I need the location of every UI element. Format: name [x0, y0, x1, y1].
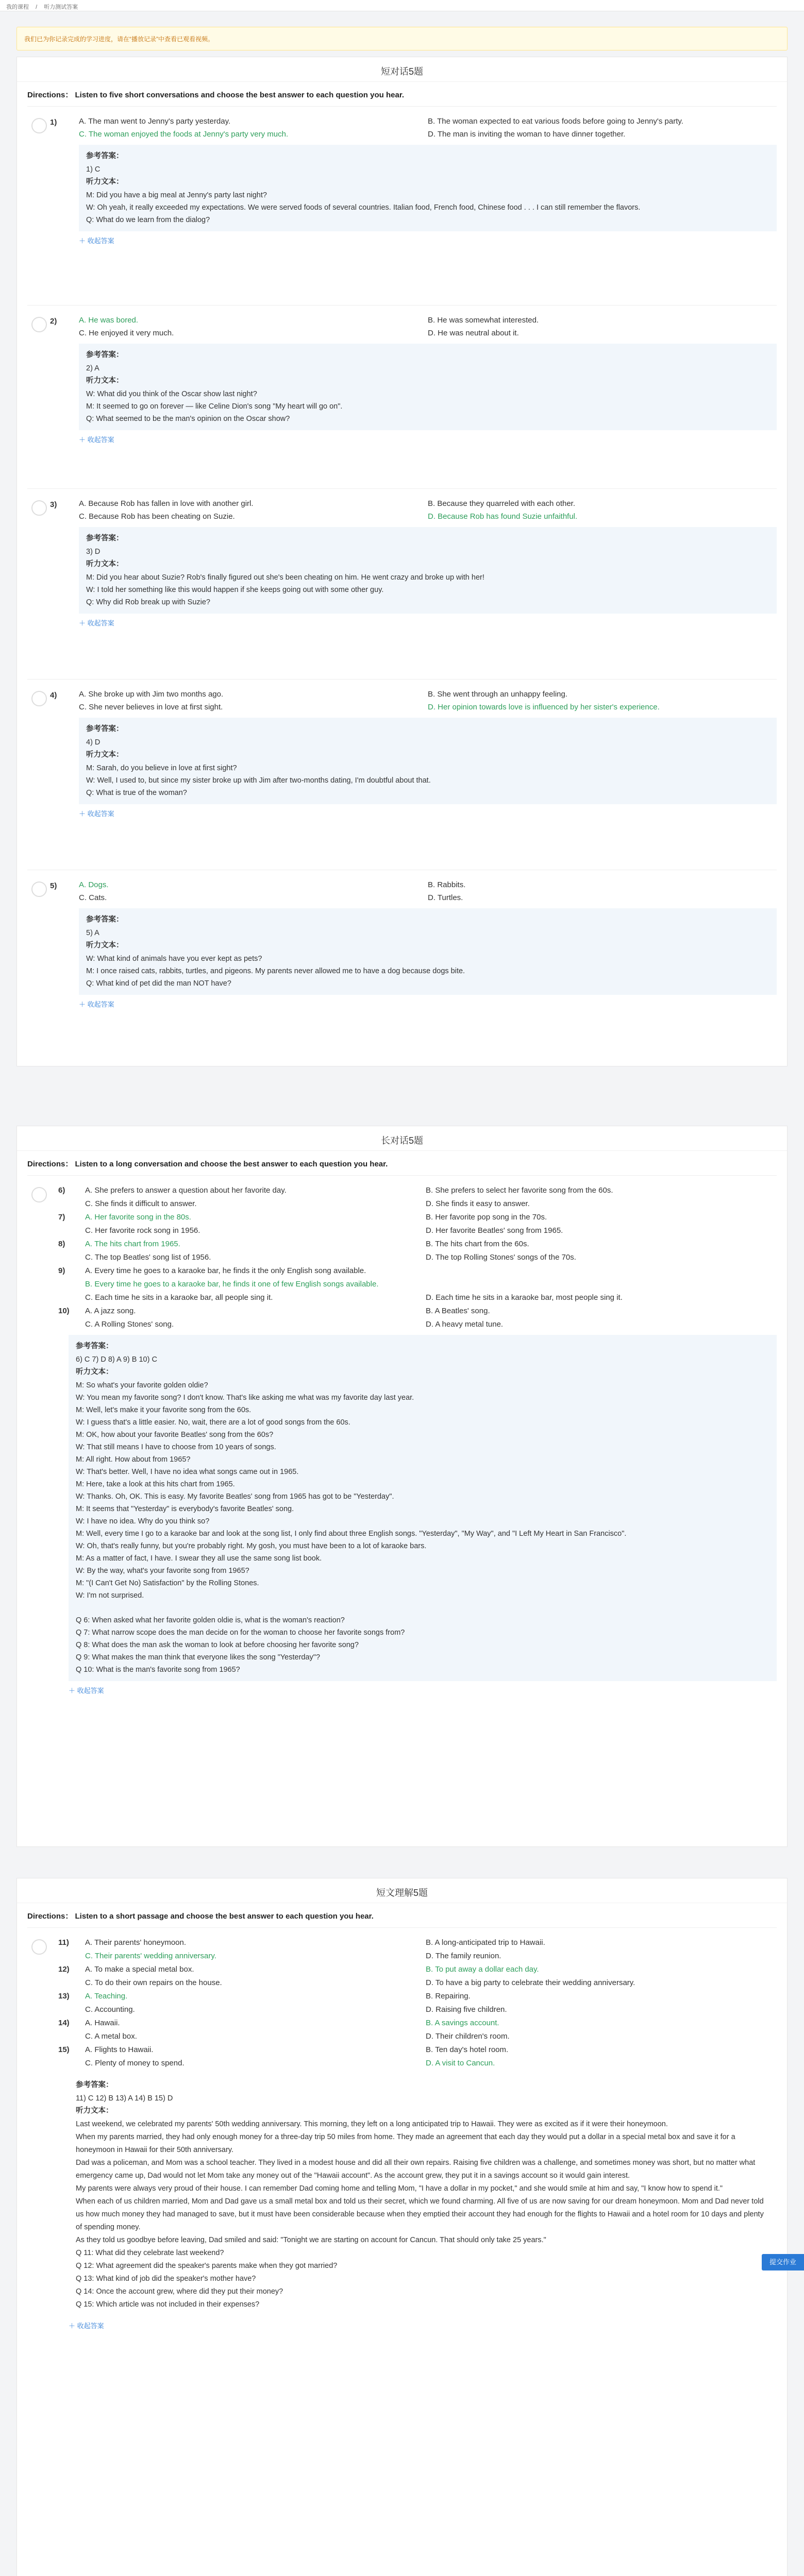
option-c[interactable]: C. Because Rob has been cheating on Suzie. [79, 512, 235, 521]
option-left[interactable]: A. Teaching. [85, 1992, 128, 2001]
option-b[interactable]: B. Because they quarreled with each other. [428, 499, 576, 508]
option-d[interactable]: D. The man is inviting the woman to have dinner together. [428, 130, 626, 139]
question-number: 6) [58, 1186, 65, 1195]
question-number [58, 2032, 85, 2041]
transcript-line: M: Did you have a big meal at Jenny's party last night? [86, 191, 267, 199]
option-b[interactable]: B. Rabbits. [428, 880, 466, 889]
transcript-line: W: I guess that's a little easier. No, wait, there are a lot of good songs from the 60s. [76, 1418, 350, 1427]
question-number [58, 1226, 85, 1235]
option-right[interactable]: D. A visit to Cancun. [426, 2059, 495, 2067]
option-left[interactable]: C. Each time he sits in a karaoke bar, all people sing it. [85, 1293, 273, 1302]
transcript-line: M: Did you hear about Suzie? Rob's finally figured out she's been cheating on him. He went crazy and broke up with her! [86, 573, 484, 582]
question-number [58, 1199, 85, 1208]
option-right[interactable]: D. The family reunion. [426, 1952, 501, 1960]
section-title: 短文理解5题 [17, 1878, 787, 1903]
collapse-answer-link[interactable]: ＋ 收起答案 [79, 810, 114, 818]
option-right[interactable]: B. Repairing. [426, 1992, 471, 2001]
option-c[interactable]: C. He enjoyed it very much. [79, 329, 174, 337]
answer-panel [79, 908, 777, 995]
transcript-paragraph: As they told us goodbye before leaving, Dad smiled and said: "Tonight we are starting on account for Cancun. That should only take 25 years." [76, 2236, 546, 2244]
question-number: 2) [50, 317, 57, 326]
option-right[interactable]: B. A savings account. [426, 2019, 499, 2027]
answer-panel [79, 718, 777, 804]
question-number: 12) [58, 1965, 70, 1974]
option-c[interactable]: C. Cats. [79, 893, 107, 902]
transcript-line: M: Sarah, do you believe in love at first sight? [86, 764, 237, 772]
transcript-paragraph: When each of us children married, Mom and Dad gave us a small metal box and told us their secret, which we found charming. All five of us are now saving for our dream honeymoon. Mom and Dad never told us how much money they had managed to save, but it must have been considerable because when they emptied their account they had enough for the flights to Hawaii and a hotel room for 10 days and plenty of spending money. [76, 2197, 764, 2231]
collapse-answer-link[interactable]: ＋ 收起答案 [79, 1001, 114, 1008]
transcript-line: Q: What seemed to be the man's opinion on the Oscar show? [86, 415, 290, 423]
option-right[interactable]: D. Their children's room. [426, 2032, 510, 2041]
question-number [58, 1253, 85, 1262]
transcript-line: W: I told her something like this would happen if she keeps going out with some other guy. [86, 586, 384, 594]
answer-value: 4) D [86, 738, 100, 747]
transcript-line: M: OK, how about your favorite Beatles' song from the 60s? [76, 1431, 274, 1439]
breadcrumb [0, 0, 804, 11]
answer-heading: 参考答案： [86, 351, 124, 359]
transcript-line: W: By the way, what's your favorite song from 1965? [76, 1567, 249, 1575]
question-group [27, 1175, 777, 1703]
option-a[interactable]: A. Dogs. [79, 880, 109, 889]
transcript-line: M: Here, take a look at this hits chart from 1965. [76, 1480, 235, 1488]
option-left[interactable]: A. Her favorite song in the 80s. [85, 1213, 191, 1222]
question-3 [27, 488, 777, 679]
transcript-line: W: Oh, that's really funny, but you're probably right. My gosh, you must have been to a lot of karaoke bars. [76, 1542, 427, 1550]
option-left[interactable]: C. Her favorite rock song in 1956. [85, 1226, 200, 1235]
transcript-paragraph: Dad was a policeman, and Mom was a school teacher. They lived in a modest house and did all their own repairs. Raising five children was a challenge, and sometimes money was short, but no matter what emergency came up, Dad would not let Mom take any money out of the "Hawaii account". As the account grew, they put it in a savings account so it would gain interest. [76, 2159, 756, 2180]
option-left[interactable]: A. A jazz song. [85, 1307, 136, 1315]
option-left[interactable]: A. The hits chart from 1965. [85, 1240, 180, 1248]
answer-heading: 参考答案： [86, 916, 124, 924]
answer-panel [69, 1335, 777, 1681]
answer-heading: 参考答案： [76, 1342, 113, 1350]
option-right[interactable]: B. A long-anticipated trip to Hawaii. [426, 1938, 545, 1947]
collapse-answer-link[interactable]: ＋ 收起答案 [79, 619, 114, 627]
question-number: 4) [50, 691, 57, 700]
question-number: 10) [58, 1307, 70, 1315]
option-right[interactable]: B. She prefers to select her favorite song from the 60s. [426, 1186, 613, 1195]
option-left[interactable]: C. Plenty of money to spend. [85, 2059, 185, 2067]
question-number [58, 1952, 85, 1960]
option-d[interactable]: D. Her opinion towards love is influenced by her sister's experience. [428, 703, 660, 711]
question-number: 14) [58, 2019, 70, 2027]
option-b[interactable]: B. He was somewhat interested. [428, 316, 539, 325]
transcript-line: M: It seems that "Yesterday" is everybody's favorite Beatles' song. [76, 1505, 294, 1513]
transcript-line: W: That's better. Well, I have no idea what songs came out in 1965. [76, 1468, 299, 1476]
question-number: 7) [58, 1213, 65, 1222]
answer-panel [79, 527, 777, 614]
answer-heading: 参考答案： [86, 725, 124, 733]
transcript-heading: 听力文本： [86, 178, 124, 186]
transcript-heading: 听力文本： [86, 560, 124, 568]
question-number: 9) [58, 1266, 65, 1275]
option-c[interactable]: C. She never believes in love at first sight. [79, 703, 223, 711]
answer-value: 6) C 7) D 8) A 9) B 10) C [76, 1355, 157, 1364]
answer-panel [69, 2074, 777, 2316]
question-number [58, 2059, 85, 2067]
transcript-line: Q 7: What narrow scope does the man decide on for the woman to choose her favorite songs from? [76, 1629, 405, 1637]
collapse-answer-link[interactable]: ＋ 收起答案 [69, 1687, 104, 1694]
question-number: 15) [58, 2045, 70, 2054]
transcript-line: W: You mean my favorite song? I don't know. That's like asking me what was my favorite day last year. [76, 1394, 414, 1402]
question-number [58, 1293, 85, 1302]
option-c[interactable]: C. The woman enjoyed the foods at Jenny's party very much. [79, 130, 289, 139]
question-status-icon [31, 118, 47, 133]
question-status-icon [31, 882, 47, 897]
transcript-line: Q 10: What is the man's favorite song from 1965? [76, 1666, 240, 1674]
question-number [58, 1320, 85, 1329]
option-a[interactable]: A. Because Rob has fallen in love with another girl. [79, 499, 254, 508]
notice-banner [16, 27, 788, 50]
transcript-heading: 听力文本： [76, 2107, 113, 2115]
question-number: 11) [58, 1938, 69, 1947]
option-left[interactable]: C. To do their own repairs on the house. [85, 1978, 222, 1987]
transcript-paragraph: Q 11: What did they celebrate last weekend? Q 12: What agreement did the speaker's parents make when they got married? Q 13: What kind of job did the speaker's mother have? Q 14: Once the account grew, where did they put their money? Q 15: Which article was not included in their expenses? [76, 2249, 338, 2309]
transcript-line: W: Well, I used to, but since my sister broke up with Jim after two-months dating, I'm doubtful about that. [86, 776, 431, 785]
answer-value: 5) A [86, 929, 99, 937]
option-a[interactable]: A. The man went to Jenny's party yesterday. [79, 117, 231, 126]
answer-value: 2) A [86, 364, 99, 372]
option-left[interactable]: B. Every time he goes to a karaoke bar, he finds it one of few English songs available. [85, 1280, 379, 1289]
option-a[interactable]: A. He was bored. [79, 316, 139, 325]
options-grid [38, 1186, 777, 1329]
transcript-heading: 听力文本： [86, 751, 124, 759]
transcript-line: M: So what's your favorite golden oldie? [76, 1381, 208, 1389]
transcript-heading: 听力文本： [76, 1368, 113, 1376]
transcript-heading: 听力文本： [86, 941, 124, 950]
section-directions: Directions： Listen to a long conversation and choose the best answer to each question you hear. [27, 1160, 388, 1168]
answer-heading: 参考答案： [76, 2081, 113, 2089]
transcript-line: M: All right. How about from 1965? [76, 1455, 191, 1464]
transcript-line: W: What kind of animals have you ever kept as pets? [86, 955, 262, 963]
transcript-line: M: I once raised cats, rabbits, turtles, and pigeons. My parents never allowed me to have a dog because dogs bite. [86, 967, 465, 975]
option-d[interactable]: D. Because Rob has found Suzie unfaithful. [428, 512, 578, 521]
transcript-line: M: As a matter of fact, I have. I swear they all use the same song list book. [76, 1554, 322, 1563]
option-left[interactable]: A. Every time he goes to a karaoke bar, he finds it the only English song available. [85, 1266, 366, 1275]
option-d[interactable]: D. Turtles. [428, 893, 463, 902]
collapse-answer-link[interactable]: ＋ 收起答案 [79, 237, 114, 245]
question-status-icon [31, 1939, 47, 1955]
transcript-paragraph: When my parents married, they had only enough money for a three-day trip 50 miles from home. They made an agreement that each day they would put a dollar in a special metal box and save it for a honeymoon in Hawaii for their 50th anniversary. [76, 2133, 735, 2154]
question-2 [27, 305, 777, 488]
breadcrumb-sep: / [36, 4, 38, 10]
question-number [58, 1978, 85, 1987]
option-right[interactable]: D. Her favorite Beatles' song from 1965. [426, 1226, 563, 1235]
question-status-icon [31, 500, 47, 516]
transcript-line: Q 9: What makes the man think that everyone likes the song "Yesterday"? [76, 1653, 321, 1662]
transcript-line: M: "(I Can't Get No) Satisfaction" by the Rolling Stones. [76, 1579, 259, 1587]
option-left[interactable]: C. Their parents' wedding anniversary. [85, 1952, 216, 1960]
question-number: 13) [58, 1992, 70, 2001]
question-4 [27, 679, 777, 870]
option-left[interactable]: A. Their parents' honeymoon. [85, 1938, 187, 1947]
option-right[interactable]: D. To have a big party to celebrate their wedding anniversary. [426, 1978, 635, 1987]
option-right[interactable]: D. A heavy metal tune. [426, 1320, 504, 1329]
option-right[interactable]: B. The hits chart from the 60s. [426, 1240, 529, 1248]
option-a[interactable]: A. She broke up with Jim two months ago. [79, 690, 224, 699]
answer-value: 11) C 12) B 13) A 14) B 15) D [76, 2094, 173, 2103]
answer-value: 3) D [86, 548, 100, 556]
option-right[interactable]: D. She finds it easy to answer. [426, 1199, 530, 1208]
option-right[interactable]: B. Her favorite pop song in the 70s. [426, 1213, 547, 1222]
question-number: 5) [50, 882, 57, 890]
transcript-line: W: That still means I have to choose from 10 years of songs. [76, 1443, 276, 1451]
section-directions: Directions： Listen to a short passage and choose the best answer to each question you hear. [27, 1912, 374, 1921]
option-left[interactable]: C. Accounting. [85, 2005, 135, 2014]
option-right[interactable]: D. The top Rolling Stones' songs of the 70s. [426, 1253, 576, 1262]
breadcrumb-page: 听力测试答案 [44, 4, 78, 10]
question-status-icon [31, 1187, 47, 1202]
transcript-line: W: What did you think of the Oscar show last night? [86, 390, 257, 398]
question-number [58, 2005, 85, 2014]
transcript-paragraph: Last weekend, we celebrated my parents' 50th wedding anniversary. This morning, they left on a long anticipated trip to Hawaii. They were as excited as if it were their honeymoon. [76, 2120, 668, 2128]
collapse-answer-link[interactable]: ＋ 收起答案 [79, 436, 114, 444]
question-number: 1) [50, 118, 57, 127]
option-left[interactable]: A. She prefers to answer a question about her favorite day. [85, 1186, 287, 1195]
transcript-line: M: It seemed to go on forever — like Celine Dion's song "My heart will go on". [86, 402, 343, 411]
option-d[interactable]: D. He was neutral about it. [428, 329, 519, 337]
option-left[interactable]: A. Flights to Hawaii. [85, 2045, 154, 2054]
transcript-line: Q: What kind of pet did the man NOT have? [86, 979, 231, 988]
notice-text: 我们已为你记录完成的学习进度，请在“播放记录”中查看已观看视频。 [24, 36, 214, 43]
option-b[interactable]: B. The woman expected to eat various foods before going to Jenny's party. [428, 117, 683, 126]
option-right[interactable]: B. A Beatles' song. [426, 1307, 490, 1315]
question-status-icon [31, 691, 47, 706]
transcript-line: W: I'm not surprised. [76, 1591, 144, 1600]
question-number: 8) [58, 1240, 65, 1248]
option-right[interactable]: D. Each time he sits in a karaoke bar, most people sing it. [426, 1293, 623, 1302]
transcript-line: W: I have no idea. Why do you think so? [76, 1517, 210, 1526]
transcript-line: Q: Why did Rob break up with Suzie? [86, 598, 210, 606]
section-short-conversations [16, 57, 788, 1066]
breadcrumb-home[interactable]: 我的课程 [6, 4, 29, 10]
option-left[interactable]: C. A Rolling Stones' song. [85, 1320, 174, 1329]
answer-panel [79, 344, 777, 430]
answer-value: 1) C [86, 165, 100, 174]
answer-heading: 参考答案： [86, 534, 124, 543]
option-right[interactable]: D. Raising five children. [426, 2005, 507, 2014]
question-1 [27, 106, 777, 305]
answer-heading: 参考答案： [86, 152, 124, 160]
transcript-line: M: Well, every time I go to a karaoke bar and look at the song list, I only find about three English songs. "Yesterday", "My Way", and "I Left My Heart in San Francisco". [76, 1530, 627, 1538]
question-5 [27, 870, 777, 1035]
option-left[interactable]: C. A metal box. [85, 2032, 137, 2041]
transcript-line: Q 8: What does the man ask the woman to look at before choosing her favorite song? [76, 1641, 359, 1649]
question-group [27, 1927, 777, 2338]
transcript-line: W: Oh yeah, it really exceeded my expectations. We were served foods of several countries. Italian food, French food, Chinese food . . . I can still remember the flavors. [86, 204, 641, 212]
section-directions: Directions： Listen to five short conversations and choose the best answer to each question you hear. [27, 91, 405, 99]
answer-panel [79, 145, 777, 231]
section-title: 短对话5题 [17, 57, 787, 82]
submit-button[interactable]: 提交作业 [762, 2254, 804, 2270]
option-left[interactable]: C. The top Beatles' song list of 1956. [85, 1253, 211, 1262]
question-status-icon [31, 317, 47, 332]
question-number: 3) [50, 500, 57, 509]
option-right[interactable]: B. Ten day's hotel room. [426, 2045, 509, 2054]
transcript-line: W: Thanks. Oh, OK. This is easy. My favorite Beatles' song from 1965 has got to be "Yesterday". [76, 1493, 394, 1501]
transcript-line: Q 6: When asked what her favorite golden oldie is, what is the woman's reaction? [76, 1616, 345, 1624]
collapse-answer-link[interactable]: ＋ 收起答案 [69, 2322, 104, 2330]
option-left[interactable]: A. To make a special metal box. [85, 1965, 194, 1974]
transcript-line: Q: What is true of the woman? [86, 789, 187, 797]
options-grid [38, 1938, 777, 2067]
option-right[interactable]: B. To put away a dollar each day. [426, 1965, 539, 1974]
transcript-heading: 听力文本： [86, 377, 124, 385]
section-passage [16, 1878, 788, 2576]
transcript-line [76, 1602, 769, 1614]
question-number [58, 1280, 85, 1289]
transcript-paragraph: My parents were always very proud of their house. I can remember Dad coming home and telling Mom, "I have a dollar in my pocket," and she would smile at him and say, "I know how to spend it." [76, 2184, 723, 2193]
option-left[interactable]: C. She finds it difficult to answer. [85, 1199, 197, 1208]
transcript-line: Q: What do we learn from the dialog? [86, 216, 210, 224]
transcript-line: M: Well, let's make it your favorite song from the 60s. [76, 1406, 252, 1414]
section-long-conversation [16, 1126, 788, 1847]
option-b[interactable]: B. She went through an unhappy feeling. [428, 690, 568, 699]
section-title: 长对话5题 [17, 1126, 787, 1151]
option-left[interactable]: A. Hawaii. [85, 2019, 120, 2027]
